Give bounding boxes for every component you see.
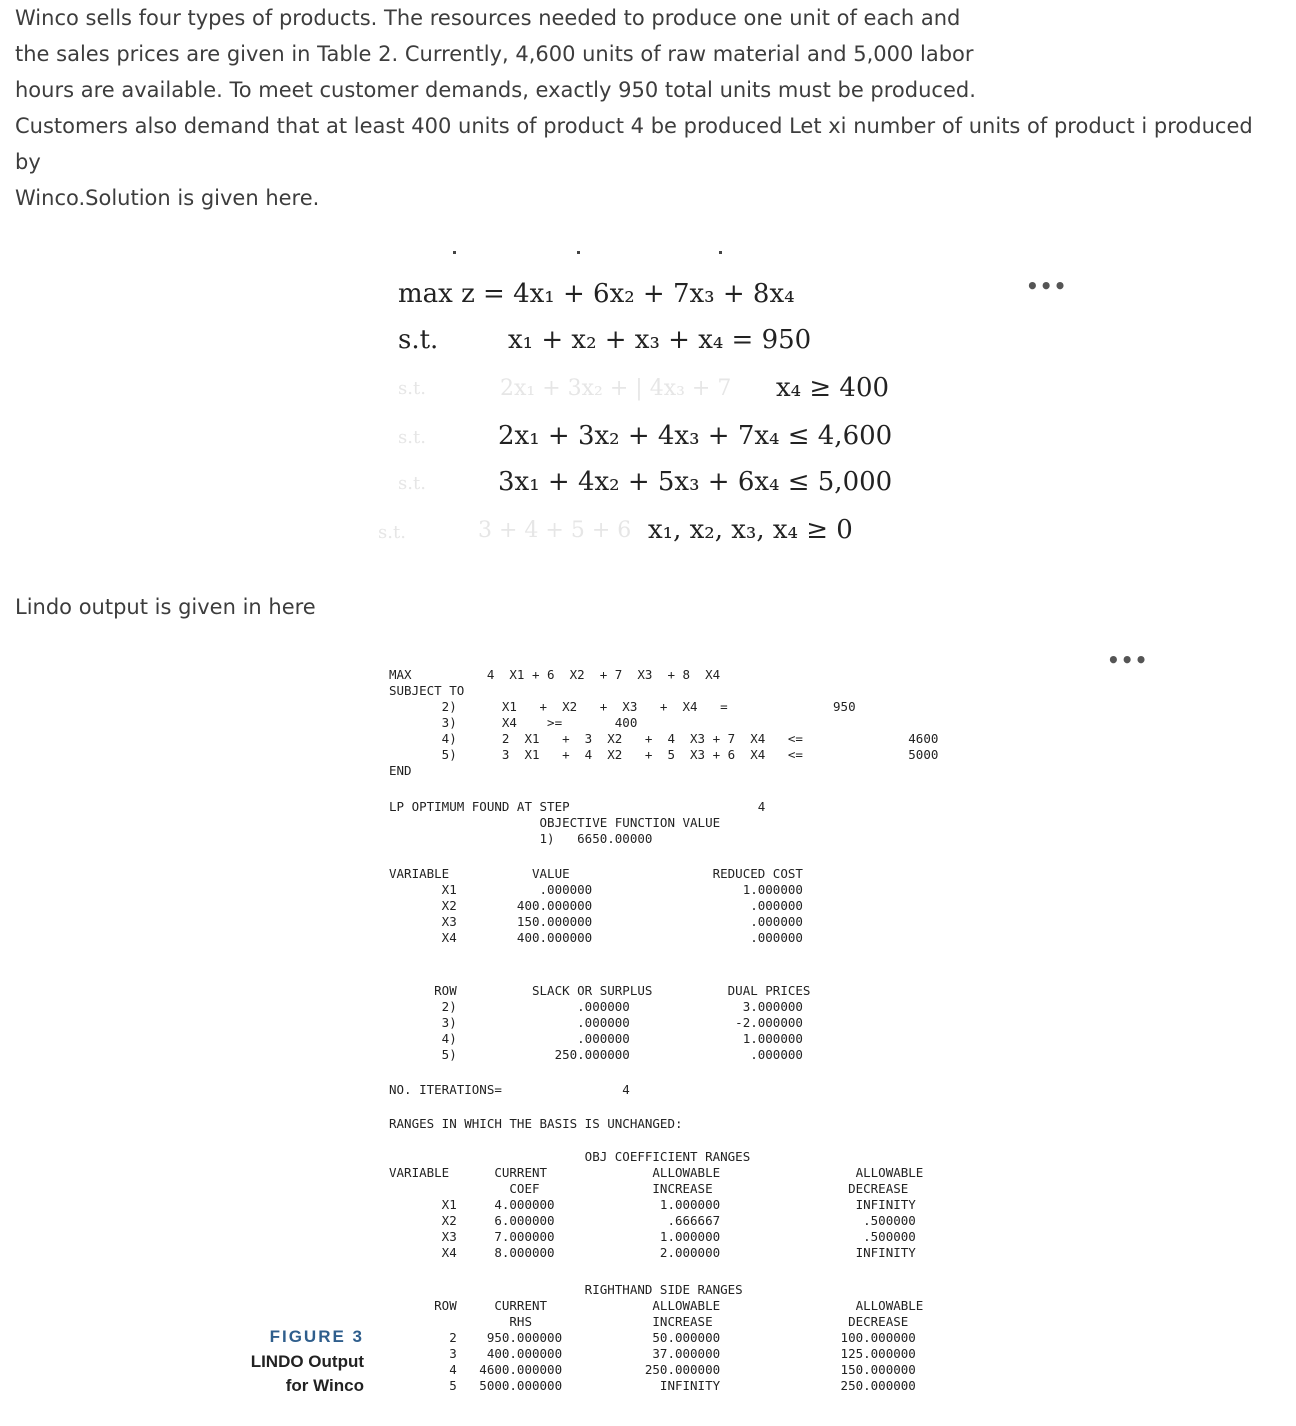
more-options-icon[interactable]: ••• <box>1107 648 1149 672</box>
faded-st: s.t. <box>398 378 426 399</box>
artifact-dot <box>577 251 580 254</box>
faded-st: s.t. <box>398 427 426 448</box>
objective-function: max z = 4x₁ + 6x₂ + 7x₃ + 8x₄ <box>398 279 795 309</box>
lindo-optimum: LP OPTIMUM FOUND AT STEP 4 OBJECTIVE FUNCTION VALUE 1) 6650.00000 <box>389 799 766 846</box>
lindo-rhs-ranges: RIGHTHAND SIDE RANGES ROW CURRENT ALLOWABLE ALLOWABLE RHS INCREASE DECREASE 2 950.000000 50.000000 100.000000 3 400.000000 37.000000 125.000000 4 4600.000000 250.000000 150.000000 5 5000.000000 INFINITY 250.000000 <box>434 1282 924 1393</box>
lindo-model: MAX 4 X1 + 6 X2 + 7 X3 + 8 X4 SUBJECT TO 2) X1 + X2 + X3 + X4 = 950 3) X4 >= 400 4) 2 X1 + 3 X2 + 4 X3 + 7 X4 <= 4600 5) 3 X1 + 4 X2 + 5 X3 + 6 X4 <= 5000 END <box>389 667 939 778</box>
problem-line: Winco sells four types of products. The resources needed to produce one unit of each and <box>15 6 961 30</box>
faded-text: 2x₁ + 3x₂ + | 4x₃ + 7 <box>500 376 732 401</box>
constraint-nonnegativity: x₁, x₂, x₃, x₄ ≥ 0 <box>648 515 853 545</box>
faded-st: s.t. <box>398 473 426 494</box>
figure-caption: LINDO Output <box>250 1352 364 1371</box>
figure-caption: for Winco <box>285 1376 364 1395</box>
lindo-iterations: NO. ITERATIONS= 4 <box>389 1082 630 1097</box>
faded-st: s.t. <box>378 522 406 543</box>
problem-text <box>15 0 1285 216</box>
more-options-icon[interactable]: ••• <box>1026 274 1068 298</box>
lindo-ranges-title: RANGES IN WHICH THE BASIS IS UNCHANGED: <box>389 1116 683 1131</box>
problem-line: Winco.Solution is given here. <box>15 186 320 210</box>
artifact-dot <box>453 251 456 254</box>
st-label: s.t. <box>398 325 439 355</box>
figure-number: FIGURE 3 <box>269 1327 364 1346</box>
problem-line: the sales prices are given in Table 2. Currently, 4,600 units of raw material and 5,000 labor <box>15 42 974 66</box>
constraint-raw-material: 2x₁ + 3x₂ + 4x₃ + 7x₄ ≤ 4,600 <box>498 421 893 451</box>
lindo-variable-table: VARIABLE VALUE REDUCED COST X1 .000000 1.000000 X2 400.000000 .000000 X3 150.000000 .000000 X4 400.000000 .000000 <box>389 866 803 945</box>
lindo-note: Lindo output is given in here <box>15 595 316 619</box>
constraint-demand: x₁ + x₂ + x₃ + x₄ = 950 <box>508 325 812 355</box>
artifact-dot <box>719 251 722 254</box>
lindo-obj-ranges: OBJ COEFFICIENT RANGES VARIABLE CURRENT ALLOWABLE ALLOWABLE COEF INCREASE DECREASE X1 4.000000 1.000000 INFINITY X2 6.000000 .666667 .500000 X3 7.000000 1.000000 .500000 X4 8.000000 2.000000 INFINITY <box>389 1149 924 1260</box>
problem-line: hours are available. To meet customer demands, exactly 950 total units must be produced. <box>15 78 976 102</box>
faded-text: 3 + 4 + 5 + 6 <box>478 518 632 543</box>
lindo-row-table: ROW SLACK OR SURPLUS DUAL PRICES 2) .000000 3.000000 3) .000000 -2.000000 4) .000000 1.000000 5) 250.000000 .000000 <box>434 983 811 1062</box>
constraint-product4: x₄ ≥ 400 <box>776 373 890 403</box>
constraint-labor: 3x₁ + 4x₂ + 5x₃ + 6x₄ ≤ 5,000 <box>498 467 893 497</box>
problem-line: Customers also demand that at least 400 units of product 4 be produced Let xi number of units of product i produced by <box>15 114 1253 174</box>
